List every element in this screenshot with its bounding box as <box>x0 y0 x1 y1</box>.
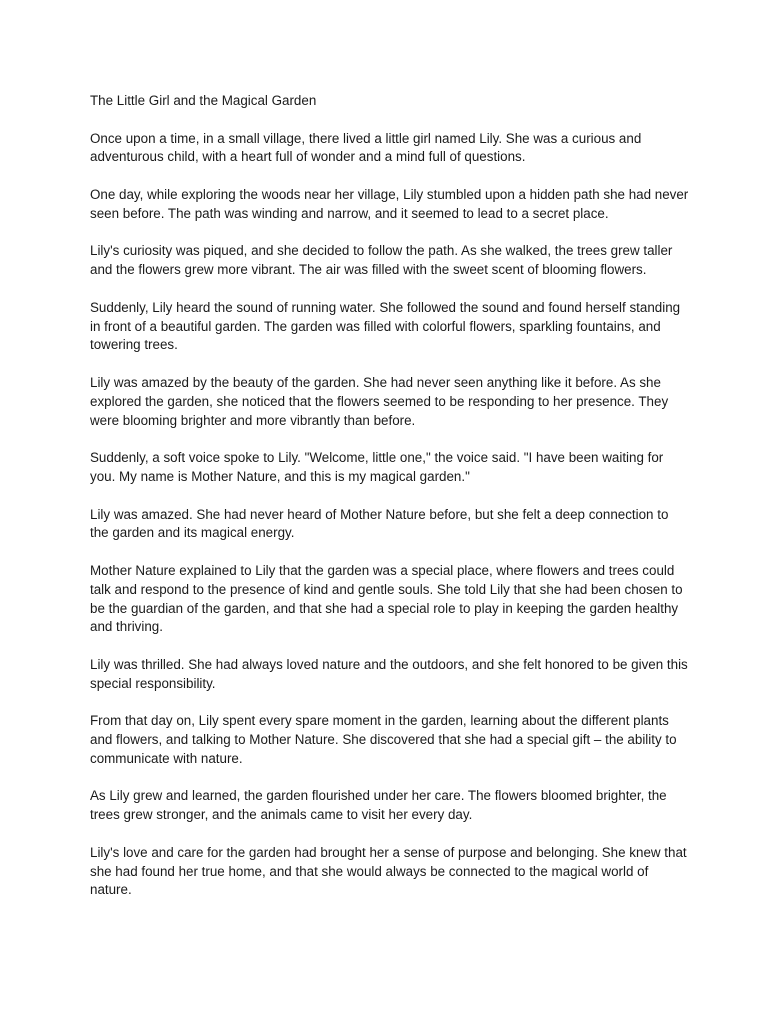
paragraph-4: Suddenly, Lily heard the sound of running water. She followed the sound and found herself standing in front of a beautiful garden. The garden was filled with colorful flowers, sparkling fountains, and towering trees. <box>90 299 681 353</box>
document-title: The Little Girl and the Magical Garden <box>90 93 317 108</box>
paragraph-7: Lily was amazed. She had never heard of Mother Nature before, but she felt a deep connection to the garden and its magical energy. <box>90 506 669 541</box>
paragraph-8: Mother Nature explained to Lily that the garden was a special place, where flowers and trees could talk and respond to the presence of kind and gentle souls. She told Lily that she had been chosen to be the guardian of the garden, and that she had a special role to play in keeping the garden healthy and thriving. <box>90 562 683 635</box>
paragraph-1: Once upon a time, in a small village, there lived a little girl named Lily. She was a curious and adventurous child, with a heart full of wonder and a mind full of questions. <box>90 130 642 165</box>
paragraph-12: Lily's love and care for the garden had brought her a sense of purpose and belonging. She knew that she had found her true home, and that she would always be connected to the magical world of nature. <box>90 844 687 898</box>
paragraph-11: As Lily grew and learned, the garden flourished under her care. The flowers bloomed brighter, the trees grew stronger, and the animals came to visit her every day. <box>90 788 667 823</box>
paragraph-9: Lily was thrilled. She had always loved nature and the outdoors, and she felt honored to be given this special responsibility. <box>90 656 688 691</box>
paragraph-10: From that day on, Lily spent every spare moment in the garden, learning about the different plants and flowers, and talking to Mother Nature. She discovered that she had a special gift – the ability to communicate with nature. <box>90 713 677 766</box>
paragraph-2: One day, while exploring the woods near her village, Lily stumbled upon a hidden path she had never seen before. The path was winding and narrow, and it seemed to lead to a secret place. <box>90 186 689 221</box>
paragraph-3: Lily's curiosity was piqued, and she decided to follow the path. As she walked, the trees grew taller and the flowers grew more vibrant. The air was filled with the sweet scent of blooming flowers. <box>90 243 673 278</box>
paragraph-5: Lily was amazed by the beauty of the garden. She had never seen anything like it before. As she explored the garden, she noticed that the flowers seemed to be responding to her presence. They were blooming brighter and more vibrantly than before. <box>90 374 669 428</box>
document-page <box>90 92 690 919</box>
paragraph-6: Suddenly, a soft voice spoke to Lily. "Welcome, little one," the voice said. "I have been waiting for you. My name is Mother Nature, and this is my magical garden." <box>90 450 664 484</box>
